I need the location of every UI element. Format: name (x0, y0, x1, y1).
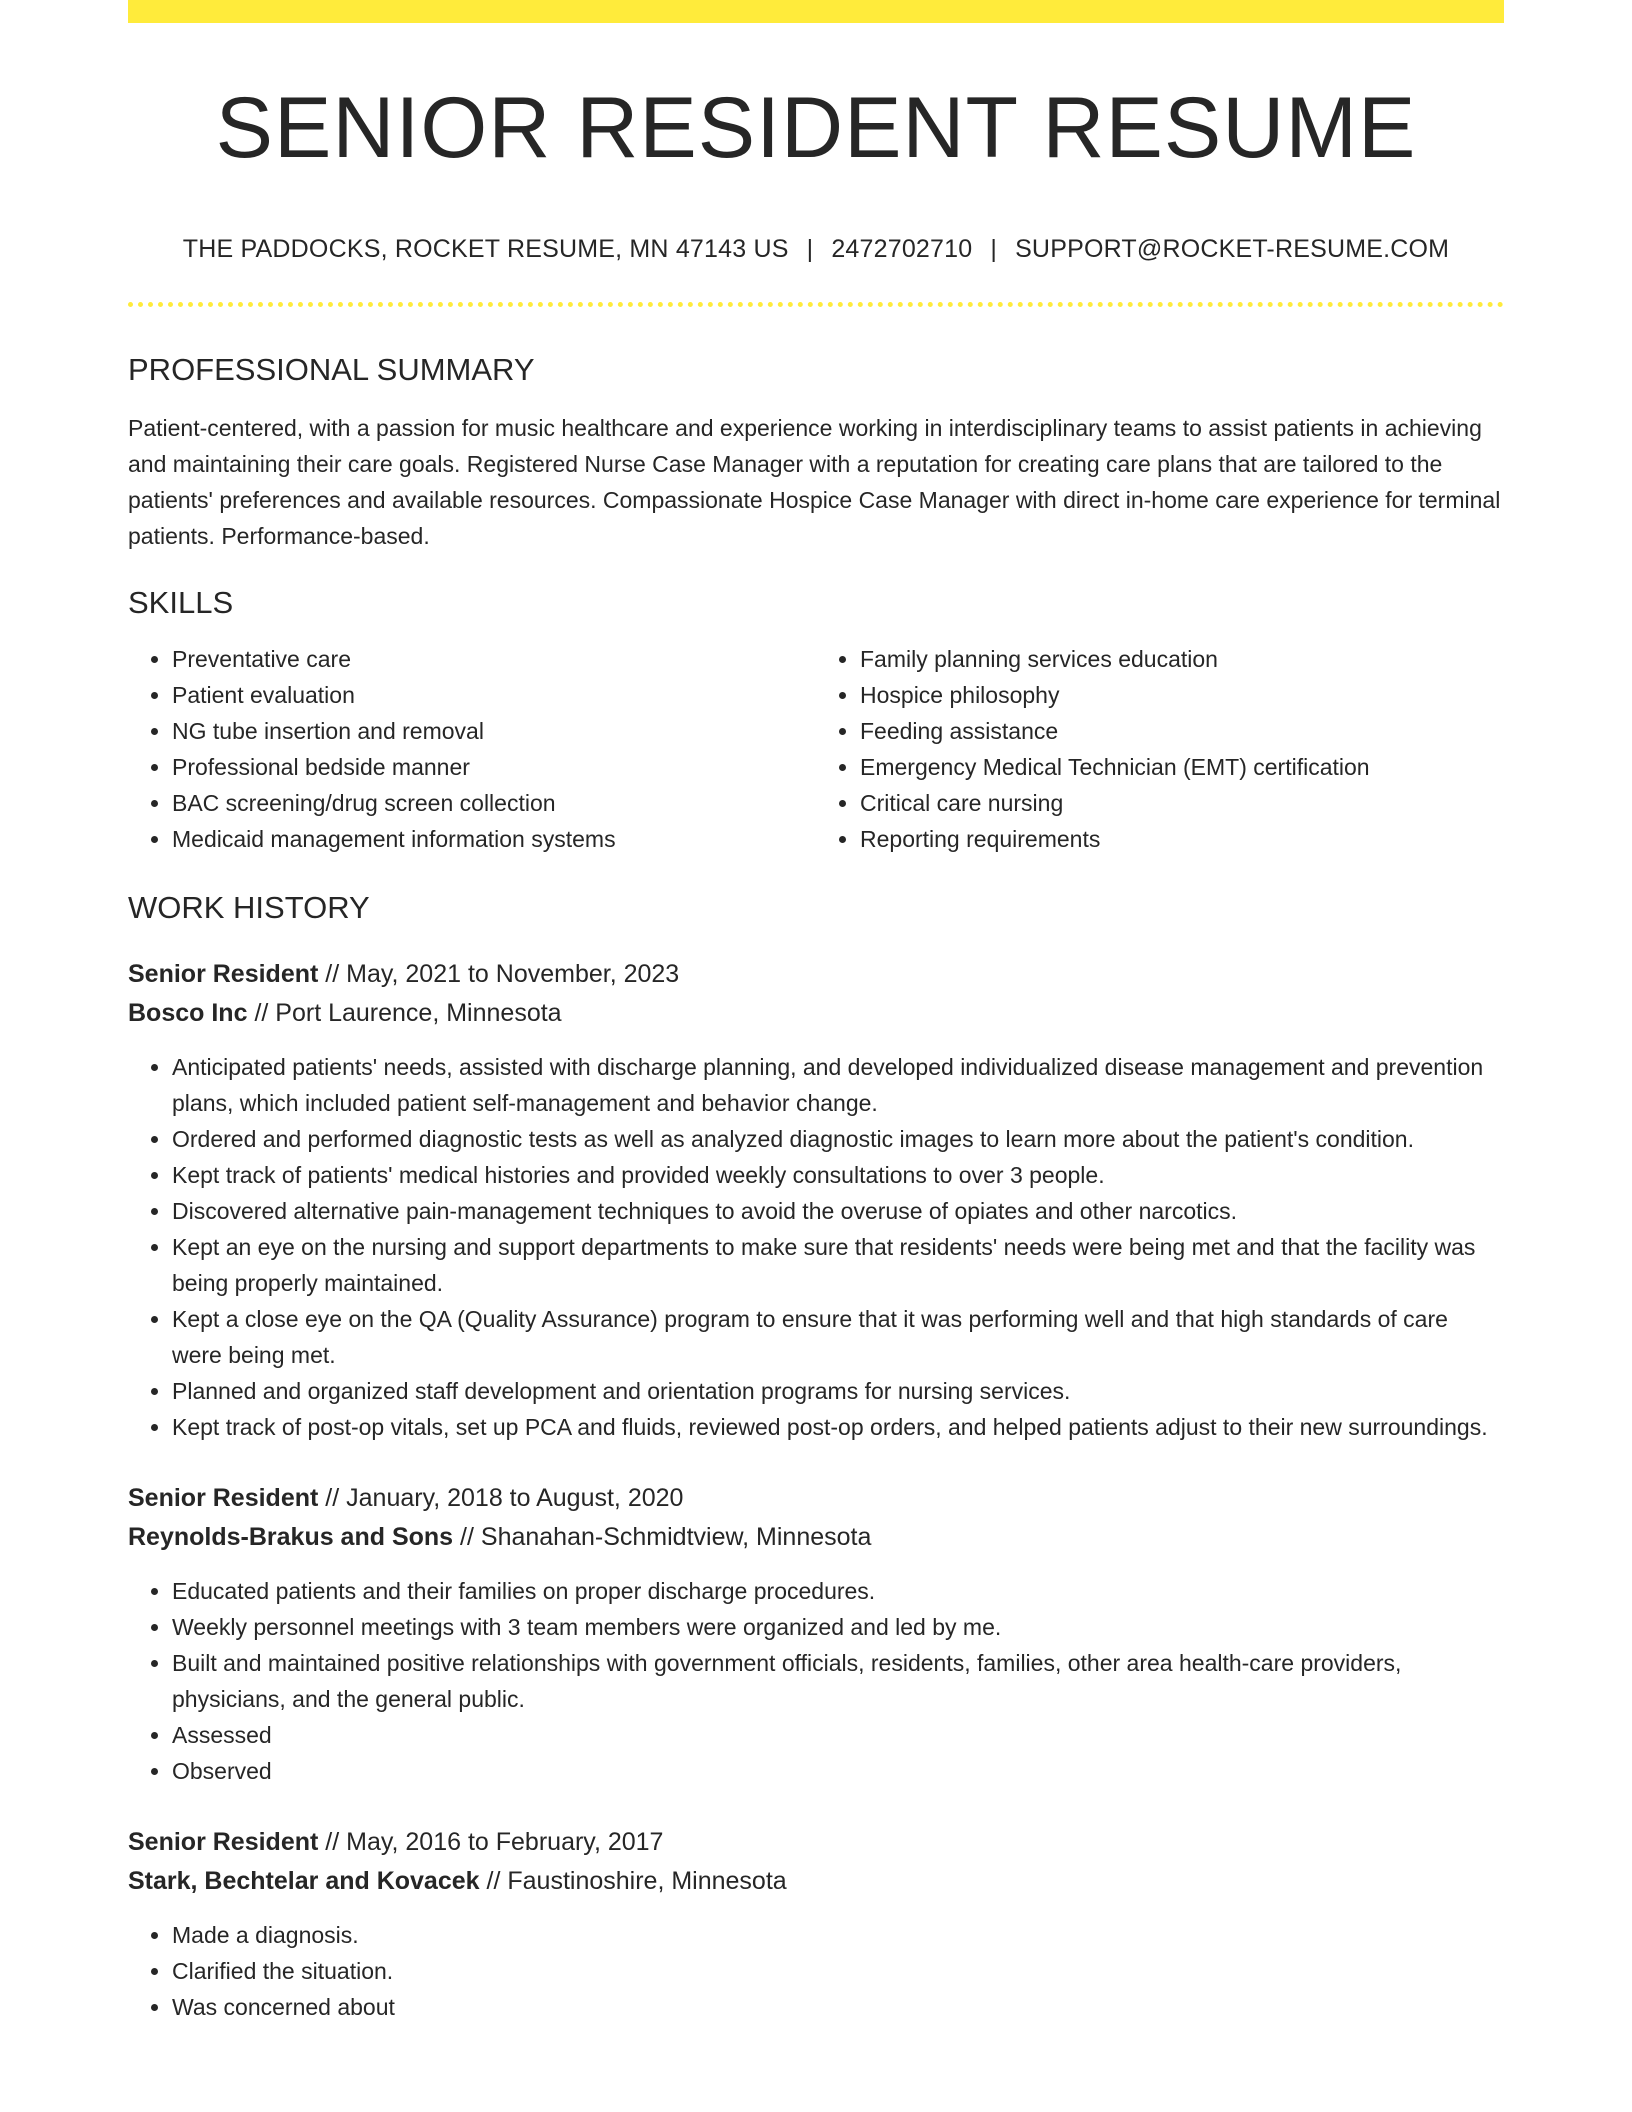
job-dates: January, 2018 to August, 2020 (346, 1483, 684, 1512)
work-history-heading: WORK HISTORY (128, 890, 370, 926)
resume-page (128, 0, 1504, 2025)
job-bullets (128, 1049, 1504, 1445)
job-bullet: • Kept track of post-op vitals, set up PCA and fluids, reviewed post-op orders, and helped patients adjust to their new surroundings. (172, 1409, 1504, 1445)
job-bullet: • Anticipated patients' needs, assisted with discharge planning, and developed individualized disease management and prevention plans, which included patient self-management and behavior change. (172, 1049, 1504, 1121)
skills-heading: SKILLS (128, 585, 234, 621)
contact-line (128, 235, 1504, 264)
job-bullet: • Assessed (172, 1717, 1504, 1753)
job-bullet: • Built and maintained positive relationships with government officials, residents, families, other area health-care providers, physicians, and the general public. (172, 1645, 1504, 1717)
dotted-divider (128, 302, 1504, 307)
job-title: Senior Resident (128, 959, 319, 988)
job-bullet: • Educated patients and their families on proper discharge procedures. (172, 1573, 1504, 1609)
job-bullets (128, 1917, 1504, 2025)
skill-item: • BAC screening/drug screen collection (172, 785, 816, 821)
job-title-line (128, 955, 1504, 994)
skills-left-list (128, 641, 816, 857)
job-title: Senior Resident (128, 1483, 319, 1512)
job-company-line (128, 1518, 1504, 1557)
job-location: Shanahan-Schmidtview, Minnesota (480, 1522, 872, 1551)
job-company: Reynolds-Brakus and Sons (128, 1522, 454, 1551)
skills-right-list (816, 641, 1504, 857)
job-location: Port Laurence, Minnesota (275, 998, 562, 1027)
skill-item: • Hospice philosophy (860, 677, 1504, 713)
job-separator: // (254, 998, 269, 1027)
job-location: Faustinoshire, Minnesota (507, 1866, 787, 1895)
contact-phone: 2472702710 (831, 235, 973, 263)
skill-item: • Medicaid management information systems (172, 821, 816, 857)
job-dates: May, 2021 to November, 2023 (346, 959, 680, 988)
job-bullet: • Was concerned about (172, 1989, 1504, 2025)
summary-text: Patient-centered, with a passion for music healthcare and experience working in interdisciplinary teams to assist patients in achieving and maintaining their care goals. Registered Nurse Case Manager with a reputation for creating care plans that are tailored to the patients' preferences and available resources. Compassionate Hospice Case Manager with direct in-home care experience for terminal patients. Performance-based. (128, 415, 1501, 550)
top-accent-bar (128, 0, 1504, 23)
contact-email: SUPPORT@ROCKET-RESUME.COM (1015, 235, 1450, 263)
resume-title: SENIOR RESIDENT RESUME (215, 80, 1417, 176)
job-title: Senior Resident (128, 1827, 319, 1856)
job-separator: // (325, 959, 340, 988)
skill-item: • Critical care nursing (860, 785, 1504, 821)
job-entry (128, 955, 1504, 1445)
job-bullet: • Kept track of patients' medical histories and provided weekly consultations to over 3 people. (172, 1157, 1504, 1193)
skill-item: • Reporting requirements (860, 821, 1504, 857)
job-company: Stark, Bechtelar and Kovacek (128, 1866, 480, 1895)
contact-separator: | (806, 235, 814, 263)
job-bullet: • Observed (172, 1753, 1504, 1789)
skill-item: • Emergency Medical Technician (EMT) certification (860, 749, 1504, 785)
job-entry (128, 1479, 1504, 1789)
job-company-line (128, 1862, 1504, 1901)
job-separator: // (460, 1522, 474, 1551)
skill-item: • Preventative care (172, 641, 816, 677)
job-bullet: • Discovered alternative pain-management techniques to avoid the overuse of opiates and other narcotics. (172, 1193, 1504, 1229)
contact-address: THE PADDOCKS, ROCKET RESUME, MN 47143 US (182, 235, 789, 263)
job-bullet: • Clarified the situation. (172, 1953, 1504, 1989)
job-bullet: • Kept a close eye on the QA (Quality Assurance) program to ensure that it was performing well and that high standards of care were being met. (172, 1301, 1504, 1373)
skills-columns (128, 641, 1504, 857)
summary-heading: PROFESSIONAL SUMMARY (128, 352, 535, 387)
job-separator: // (325, 1827, 340, 1856)
skill-item: • Feeding assistance (860, 713, 1504, 749)
skill-item: • NG tube insertion and removal (172, 713, 816, 749)
job-bullet: • Made a diagnosis. (172, 1917, 1504, 1953)
job-bullet: • Weekly personnel meetings with 3 team members were organized and led by me. (172, 1609, 1504, 1645)
job-entry (128, 1823, 1504, 2025)
job-bullet: • Planned and organized staff development and orientation programs for nursing services. (172, 1373, 1504, 1409)
job-company-line (128, 994, 1504, 1033)
job-bullet: • Ordered and performed diagnostic tests as well as analyzed diagnostic images to learn more about the patient's condition. (172, 1121, 1504, 1157)
contact-separator: | (990, 235, 998, 263)
job-dates: May, 2016 to February, 2017 (346, 1827, 664, 1856)
job-bullets (128, 1573, 1504, 1789)
skill-item: • Professional bedside manner (172, 749, 816, 785)
job-separator: // (486, 1866, 501, 1895)
job-title-line (128, 1479, 1504, 1518)
job-separator: // (325, 1483, 340, 1512)
skill-item: • Family planning services education (860, 641, 1504, 677)
skill-item: • Patient evaluation (172, 677, 816, 713)
job-title-line (128, 1823, 1504, 1862)
job-bullet: • Kept an eye on the nursing and support departments to make sure that residents' needs were being met and that the facility was being properly maintained. (172, 1229, 1504, 1301)
job-company: Bosco Inc (128, 998, 248, 1027)
